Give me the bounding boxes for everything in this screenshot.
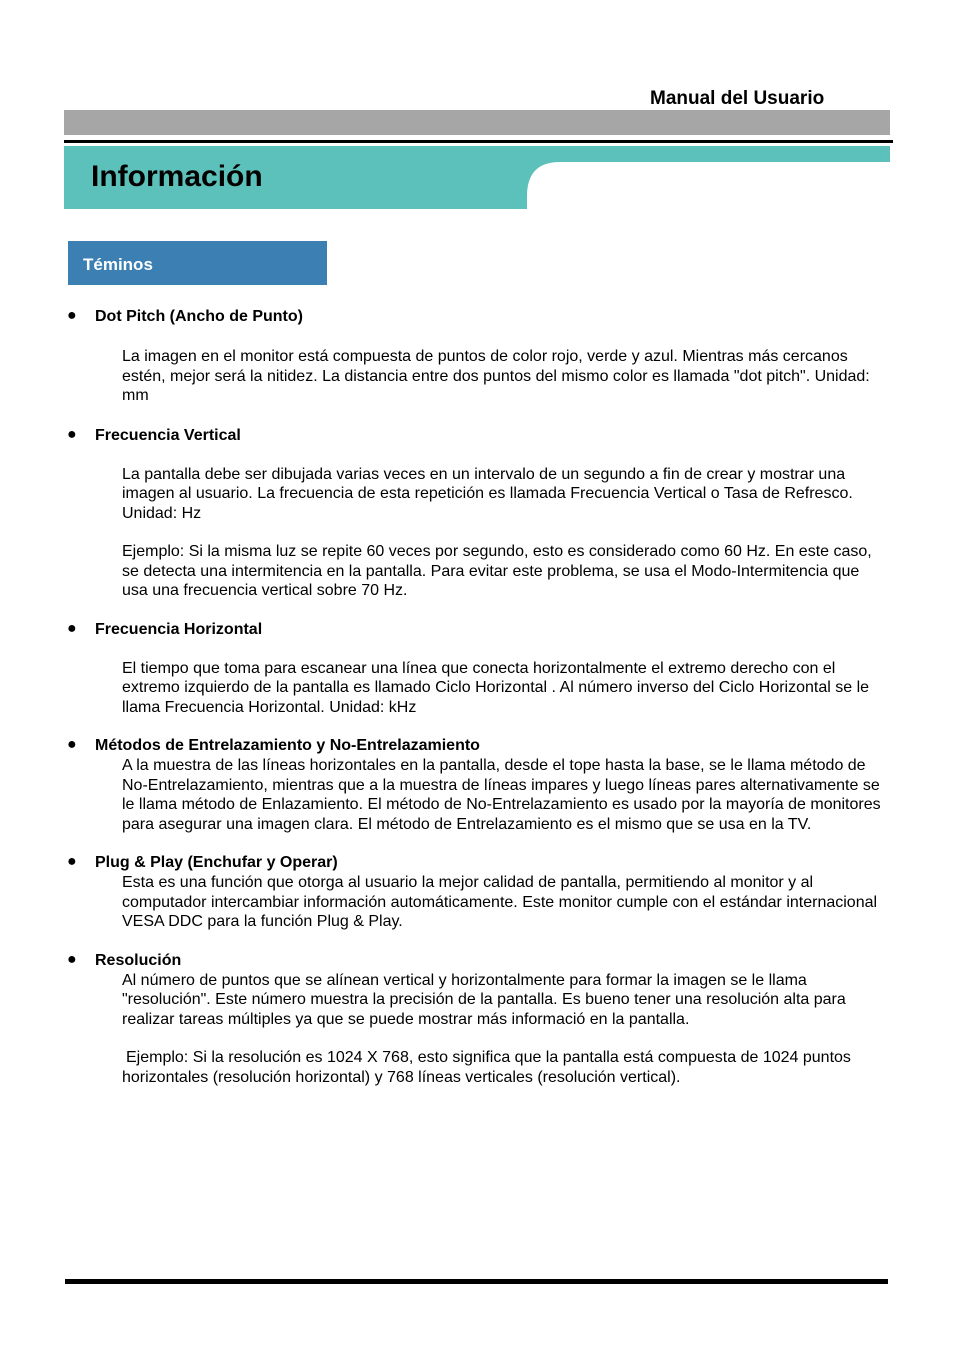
header-divider-line — [64, 140, 893, 143]
term-title: Plug & Play (Enchufar y Operar) — [95, 854, 338, 871]
term-title: Métodos de Entrelazamiento y No-Entrelazamiento — [95, 737, 480, 754]
term-body — [0, 347, 954, 406]
page-title: Información — [91, 160, 263, 193]
term-item — [0, 735, 954, 834]
term-heading — [0, 425, 954, 446]
term-heading — [0, 950, 954, 971]
term-heading — [0, 619, 954, 640]
term-item — [0, 619, 954, 718]
term-title: Dot Pitch (Ancho de Punto) — [95, 308, 303, 325]
bullet-icon: ● — [67, 619, 77, 637]
term-title: Resolución — [95, 951, 182, 969]
bullet-icon: ● — [67, 853, 77, 870]
term-body — [0, 465, 954, 601]
term-title: Frecuencia Vertical — [95, 426, 241, 444]
term-heading — [0, 735, 954, 756]
terms-list — [0, 306, 954, 1087]
term-title: Frecuencia Horizontal — [95, 620, 263, 638]
term-body — [0, 659, 954, 718]
bullet-icon: ● — [67, 307, 77, 324]
term-paragraph: La pantalla debe ser dibujada varias veces en un intervalo de un segundo a fin de crear y mostrar una imagen al usuario. La frecuencia de esta repetición es llamada Frecuencia Vertical o Tasa de Refresco. Unidad: Hz — [122, 465, 853, 522]
term-item — [0, 306, 954, 406]
footer-divider-line — [65, 1279, 888, 1284]
term-body — [0, 756, 954, 834]
bullet-icon: ● — [67, 425, 77, 443]
term-item — [0, 425, 954, 601]
term-paragraph: La imagen en el monitor está compuesta de puntos de color rojo, verde y azul. Mientras más cercanos estén, mejor será la nitidez. La distancia entre dos puntos del mismo color es llamada "dot pitch". Unidad: mm — [122, 348, 870, 404]
term-paragraph: A la muestra de las líneas horizontales en la pantalla, desde el tope hasta la base, se le llama método de No-Entrelazamiento, mientras que a la muestra de líneas impares y luego líneas pares alternativamente se le llama método de Enlazamiento. El método de No-Entrelazamiento es usado por la mayoría de monitores para asegurar una imagen clara. El método de Entrelazamiento es el mismo que se usa en la TV. — [122, 757, 881, 833]
section-tab-label: Téminos — [83, 255, 153, 274]
term-body — [0, 873, 954, 932]
term-paragraph: Al número de puntos que se alínean vertical y horizontalmente para formar la imagen se le llama "resolución". Este número muestra la precisión de la pantalla. Es bueno tener una resolución alta para realizar tareas múltiples ya que se puede mostrar más informació en la pantalla. — [122, 971, 846, 1028]
term-paragraph: Ejemplo: Si la misma luz se repite 60 veces por segundo, esto es considerado como 60 Hz. En este caso, se detecta una intermitencia en la pantalla. Para evitar este problema, se usa el Modo-Intermitencia que usa una frecuencia vertical sobre 70 Hz. — [122, 543, 872, 599]
term-paragraph: El tiempo que toma para escanear una línea que conecta horizontalmente el extremo derecho con el extremo izquierdo de la pantalla es llamado Ciclo Horizontal . Al número inverso del Ciclo Horizontal se le llama Frecuencia Horizontal. Unidad: kHz — [122, 659, 870, 716]
term-item — [0, 950, 954, 1088]
term-item — [0, 852, 954, 932]
term-paragraph: Ejemplo: Si la resolución es 1024 X 768, esto significa que la pantalla está compuesta de 1024 puntos horizontales (resolución horizontal) y 768 líneas verticales (resolución vertical). — [122, 1049, 851, 1086]
bullet-icon: ● — [67, 736, 77, 753]
manual-title: Manual del Usuario — [650, 88, 825, 109]
bullet-icon: ● — [67, 950, 77, 968]
term-heading — [0, 852, 954, 873]
term-heading — [0, 306, 954, 327]
term-paragraph: Esta es una función que otorga al usuario la mejor calidad de pantalla, permitiendo al monitor y al computador intercambiar información automáticamente. Este monitor cumple con el estándar internacional VESA DDC para la función Plug & Play. — [122, 874, 878, 930]
header-gray-bar — [64, 110, 890, 135]
term-body — [0, 971, 954, 1088]
section-tab — [68, 241, 327, 285]
